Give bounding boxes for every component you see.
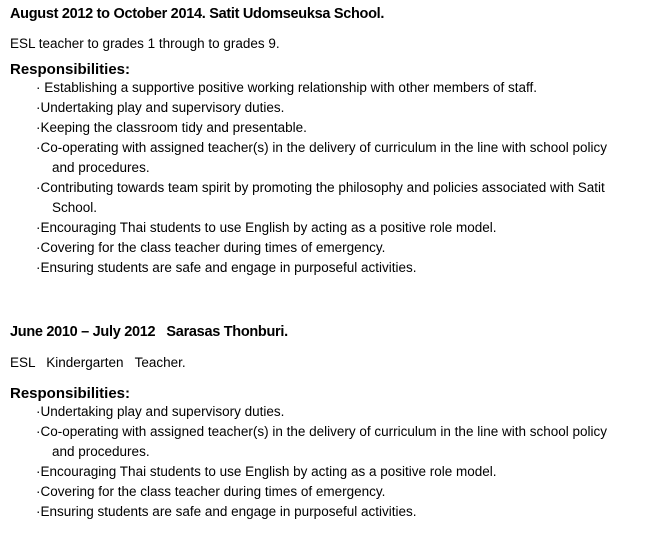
experience-entry xyxy=(0,324,654,522)
responsibilities-heading: Responsibilities: xyxy=(10,61,131,78)
responsibility-item: ·Undertaking play and supervisory duties. xyxy=(36,100,285,115)
experience-entry xyxy=(0,6,654,278)
responsibility-item: ·Co-operating with assigned teacher(s) in the delivery of curriculum in the line with school policy and procedures. xyxy=(36,424,608,459)
responsibility-item: ·Covering for the class teacher during times of emergency. xyxy=(36,240,386,255)
responsibility-item: ·Covering for the class teacher during times of emergency. xyxy=(36,484,386,499)
responsibilities-list xyxy=(36,78,610,278)
responsibility-item: ·Keeping the classroom tidy and presentable. xyxy=(36,120,307,135)
responsibility-item: ·Contributing towards team spirit by promoting the philosophy and policies associated with Satit School. xyxy=(36,180,605,215)
responsibility-item: ·Undertaking play and supervisory duties. xyxy=(36,404,285,419)
entry-role: ESL teacher to grades 1 through to grades 9. xyxy=(10,36,280,51)
responsibility-item: ·Encouraging Thai students to use English by acting as a positive role model. xyxy=(36,464,497,479)
responsibility-item: ·Ensuring students are safe and engage in purposeful activities. xyxy=(36,504,417,519)
responsibilities-heading: Responsibilities: xyxy=(10,385,131,402)
responsibility-item: ·Encouraging Thai students to use English by acting as a positive role model. xyxy=(36,220,497,235)
entry-date-school-heading: August 2012 to October 2014. Satit Udomseuksa School. xyxy=(10,6,385,22)
responsibilities-list xyxy=(36,402,610,522)
responsibility-item: ·Co-operating with assigned teacher(s) in the delivery of curriculum in the line with school policy and procedures. xyxy=(36,140,608,175)
entry-date-school-heading: June 2010 – July 2012 Sarasas Thonburi. xyxy=(10,324,288,340)
responsibility-item: ·Ensuring students are safe and engage in purposeful activities. xyxy=(36,260,417,275)
entry-role: ESL Kindergarten Teacher. xyxy=(10,355,186,370)
responsibility-item: · Establishing a supportive positive working relationship with other members of staff. xyxy=(36,80,537,95)
